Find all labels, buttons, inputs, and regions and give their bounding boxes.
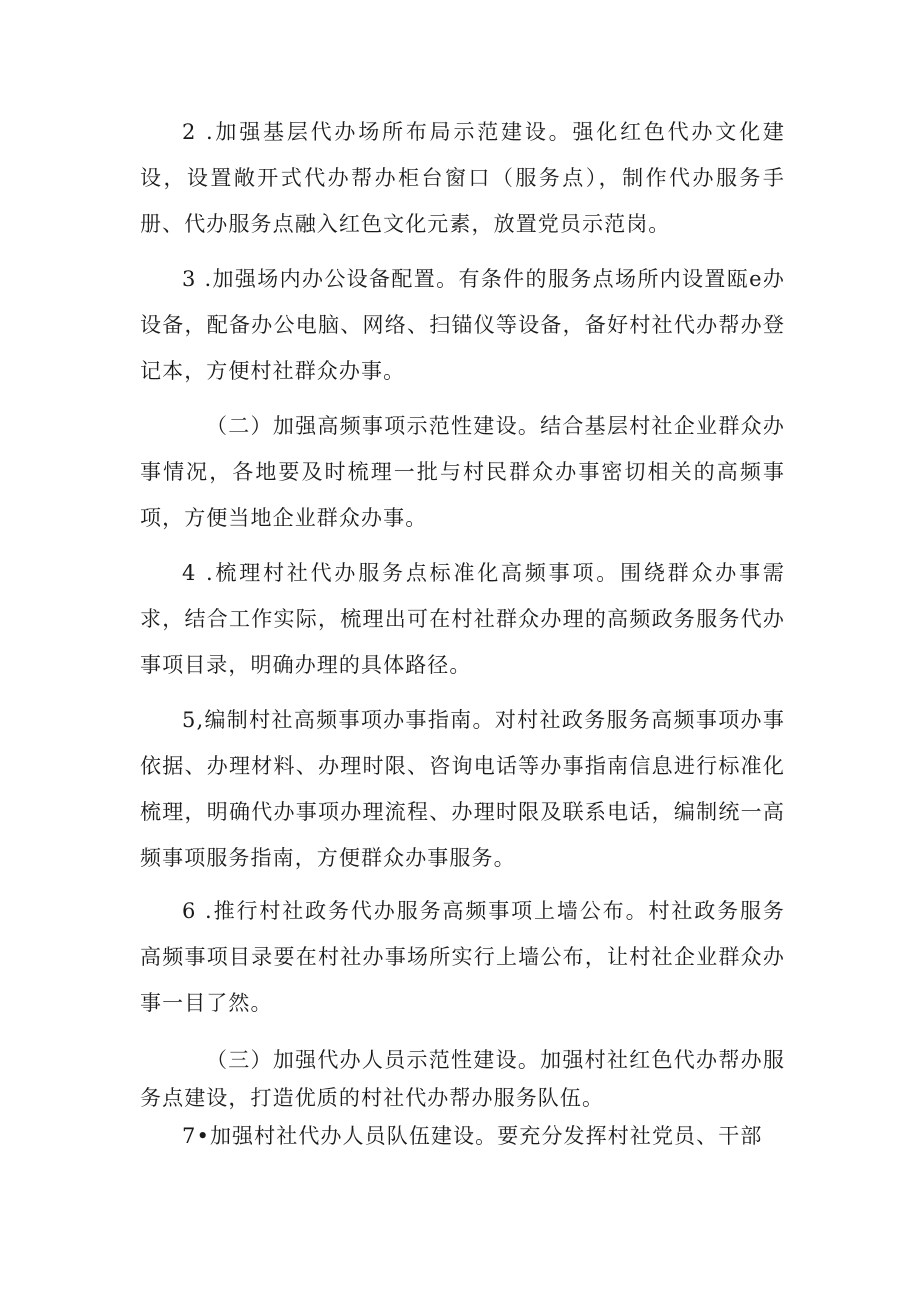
paragraph-item-5: 5,编制村社高频事项办事指南。对村社政务服务高频事项办事依据、办理材料、办理时限、咨询电话等办事指南信息进行标准化梳理，明确代办事项办理流程、办理时限及联系电话，编制统一高频事项服务指南，方便群众办事服务。 <box>140 708 785 870</box>
paragraph-item-3: 3 .加强场内办公设备配置。有条件的服务点场所内设置瓯e办设备，配备办公电脑、网络、扫锚仪等设备，备好村社代办帮办登记本，方便村社群众办事。 <box>140 267 785 383</box>
paragraph-item-6: 6 .推行村社政务代办服务高频事项上墙公布。村社政务服务高频事项目录要在村社办事场所实行上墙公布，让村社企业群众办事一目了然。 <box>140 899 785 1015</box>
paragraph-item-4: 4 .梳理村社代办服务点标准化高频事项。围绕群众办事需求，结合工作实际，梳理出可在村社群众办理的高频政务服务代办事项目录，明确办理的具体路径。 <box>140 561 785 677</box>
section-heading-3: （三）加强代办人员示范性建设。加强村社红色代办帮办服务点建设，打造优质的村社代办帮办服务队伍。 <box>140 1048 785 1110</box>
paragraph-item-7: 7•加强村社代办人员队伍建设。要充分发挥村社党员、干部 <box>182 1124 763 1148</box>
section-heading-2: （二）加强高频事项示范性建设。结合基层村社企业群众办事情况，各地要及时梳理一批与村民群众办事密切相关的高频事项，方便当地企业群众办事。 <box>140 414 785 530</box>
paragraph-item-2: 2 .加强基层代办场所布局示范建设。强化红色代办文化建设，设置敞开式代办帮办柜台窗口（服务点），制作代办服务手册、代办服务点融入红色文化元素，放置党员示范岗。 <box>140 120 785 236</box>
